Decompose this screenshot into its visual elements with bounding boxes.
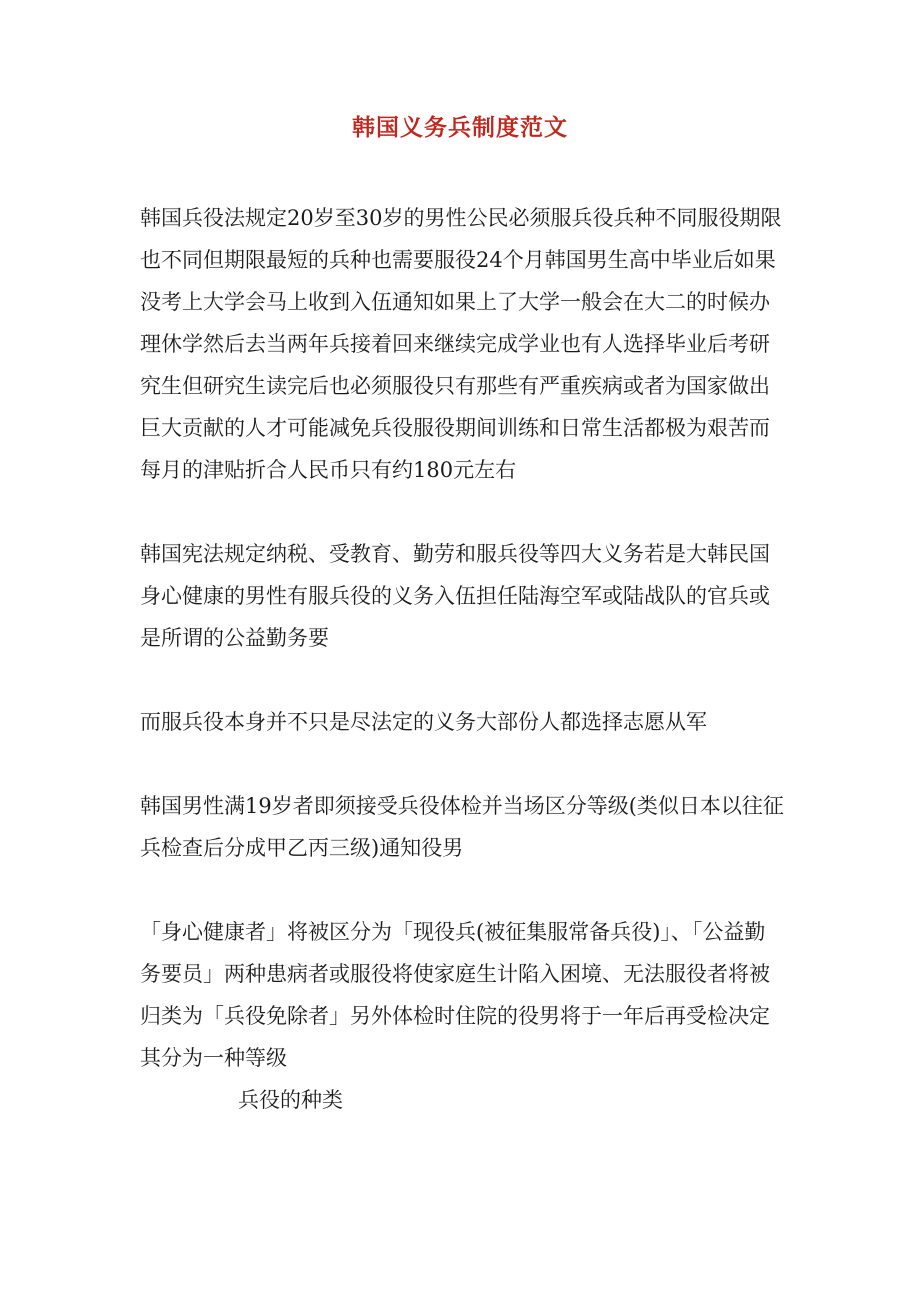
paragraph-physical-exam: 韩国男性满19岁者即须接受兵役体检并当场区分等级(类似日本以往征兵检查后分成甲乙丙三级)通知役男	[140, 794, 784, 860]
paragraph-constitution-duties: 韩国宪法规定纳税、受教育、勤劳和服兵役等四大义务若是大韩民国身心健康的男性有服兵役的义务入伍担任陆海空军或陆战队的官兵或是所谓的公益勤务要	[140, 542, 770, 650]
paragraph-classification: 「身心健康者」将被区分为「现役兵(被征集服常备兵役)」、「公益勤务要员」两种患病者或服役将使家庭生计陷入困境、无法服役者将被归类为「兵役免除者」另外体检时住院的役男将于一年后再受检决定其分为一种等级	[140, 920, 770, 1070]
paragraph-military-service-law: 韩国兵役法规定20岁至30岁的男性公民必须服兵役兵种不同服役期限也不同但期限最短的兵种也需要服役24个月韩国男生高中毕业后如果没考上大学会马上收到入伍通知如果上了大学一般会在大二的时候办理休学然后去当两年兵接着回来继续完成学业也有人选择毕业后考研究生但研究生读完后也必须服役只有那些有严重疾病或者为国家做出巨大贡献的人才可能减免兵役服役期间训练和日常生活都极为艰苦而每月的津贴折合人民币只有约180元左右	[140, 206, 782, 482]
document-title: 韩国义务兵制度范文	[352, 114, 568, 141]
paragraph-voluntary-service: 而服兵役本身并不只是尽法定的义务大部份人都选择志愿从军	[140, 710, 707, 734]
section-subheading: 兵役的种类	[238, 1088, 343, 1112]
